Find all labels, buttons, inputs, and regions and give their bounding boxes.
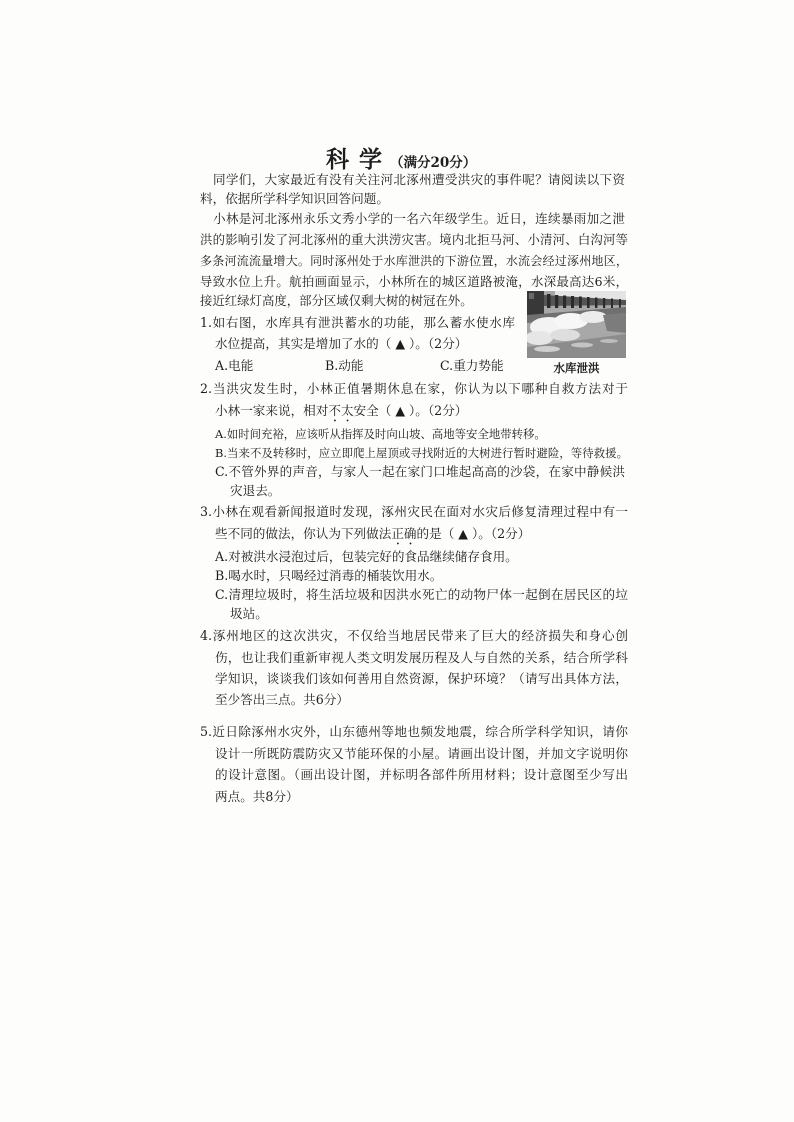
question-4-stem-line: 伤，也让我们重新审视人类文明发展历程及人与自然的关系，结合所学科 <box>215 650 628 665</box>
dam-tower-window <box>529 293 534 299</box>
dam-pier <box>619 299 621 308</box>
question-2-option-c: C.不管外界的声音，与家人一起在家门口堆起高高的沙袋，在家中静候洪 <box>215 464 625 479</box>
dam-pier <box>571 296 574 308</box>
dam-pier <box>611 299 613 309</box>
question-4-stem-line: 至少答出三点。共6分） <box>215 692 349 707</box>
score-note: （满分20分） <box>390 155 477 171</box>
emphasized-text: 不太 <box>328 403 354 418</box>
intro-line: 同学们，大家最近有没有关注河北涿州遭受洪灾的事件呢？请阅读以下资 <box>213 172 625 187</box>
foam-patch <box>534 346 560 352</box>
question-3-stem-line <box>215 524 530 544</box>
question-2-option-c: 灾退去。 <box>230 483 281 498</box>
question-1-option-c: C.重力势能 <box>440 358 504 373</box>
question-5-stem-line: 两点。共8分） <box>215 789 299 804</box>
question-1-stem-line: 1.如右图，水库具有泄洪蓄水的功能，那么蓄水使水库 <box>200 315 515 330</box>
spillway-photo-image <box>527 291 626 358</box>
question-2-stem-line: 2.当洪灾发生时，小林正值暑期休息在家，你认为以下哪种自救方法对于 <box>200 381 628 396</box>
dam-pier <box>595 298 597 309</box>
stem-text: 些不同的做法，你认为下列做法 <box>215 526 392 541</box>
question-1-stem-line: 水位提高，其实是增加了水的（ ▲ ）。（2分） <box>215 336 468 351</box>
dam-pier <box>563 296 566 309</box>
foam-patch <box>571 343 593 348</box>
page-title: 科 学 <box>326 146 384 173</box>
question-2-stem-line <box>215 401 467 421</box>
spray-cloud <box>579 311 607 323</box>
material-line: 多条河流流量增大。同时涿州处于水库泄洪的下游位置，水流会经过涿州地区， <box>200 254 628 268</box>
question-3-option-c: 圾站。 <box>230 606 268 621</box>
dam-pier <box>555 295 558 308</box>
question-3-option-a: A.对被洪水浸泡过后，包装完好的食品继续储存食用。 <box>215 549 518 564</box>
dam-pier <box>603 298 605 308</box>
material-line: 接近红绿灯高度，部分区域仅剩大树的树冠在外。 <box>200 293 473 308</box>
question-2-option-b: B.当来不及转移时，应立即爬上屋顶或寻找附近的大树进行暂时避险，等待救援。 <box>215 446 628 460</box>
figure-caption: 水库泄洪 <box>553 361 600 375</box>
dam-pier <box>587 297 590 308</box>
intro-line: 料，依据所学科学知识回答问题。 <box>200 191 389 206</box>
question-2-option-a: A.如时间充裕，应该听从指挥及时向山坡、高地等安全地带转移。 <box>215 427 546 441</box>
question-3-stem-line: 3.小林在观看新闻报道时发现，涿州灾民在面对水灾后修复清理过程中有一 <box>200 504 628 519</box>
question-1-option-a: A.电能 <box>215 358 254 373</box>
stem-text: 的是（ ▲ ）。（2分） <box>416 526 531 541</box>
question-4-stem-line: 学知识，谈谈我们该如何善用自然资源，保护环境？（请写出具体方法， <box>215 671 628 686</box>
material-line: 小林是河北涿州永乐文秀小学的一名六年级学生。近日，连续暴雨加之泄 <box>213 211 625 226</box>
question-3-option-c: C.清理垃圾时，将生活垃圾和因洪水死亡的动物尸体一起倒在居民区的垃 <box>215 587 628 602</box>
stem-text: 小林一家来说，相对 <box>215 403 329 418</box>
question-5-stem-line: 设计一所既防震防灾又节能环保的小屋。请画出设计图，并加文字说明你 <box>215 746 628 761</box>
question-1-option-b: B.动能 <box>325 358 364 373</box>
dam-pier <box>547 294 551 308</box>
reservoir-spillway-photo <box>527 291 626 358</box>
dam-pier <box>579 297 582 309</box>
foam-patch <box>600 339 618 343</box>
question-5-stem-line: 的设计意图。（画出设计图，并标明各部件所用材料；设计意图至少写出 <box>215 767 628 782</box>
stem-text: 安全（ ▲ ）。（2分） <box>353 403 468 418</box>
emphasized-text: 正确 <box>391 526 417 541</box>
question-4-stem-line: 4.涿州地区的这次洪灾，不仅给当地居民带来了巨大的经济损失和身心创 <box>200 628 628 643</box>
question-3-option-b: B.喝水时，只喝经过消毒的桶装饮用水。 <box>215 568 443 583</box>
material-line: 导致水位上升。航拍画面显示，小林所在的城区道路被淹，水深最高达6米， <box>200 274 628 289</box>
spray-cloud <box>550 329 580 341</box>
question-5-stem-line: 5.近日除涿州水灾外，山东德州等地也频发地震，综合所学科学知识，请你 <box>200 724 628 739</box>
material-line: 洪的影响引发了河北涿州的重大洪涝灾害。境内北拒马河、小清河、白沟河等 <box>200 232 628 247</box>
